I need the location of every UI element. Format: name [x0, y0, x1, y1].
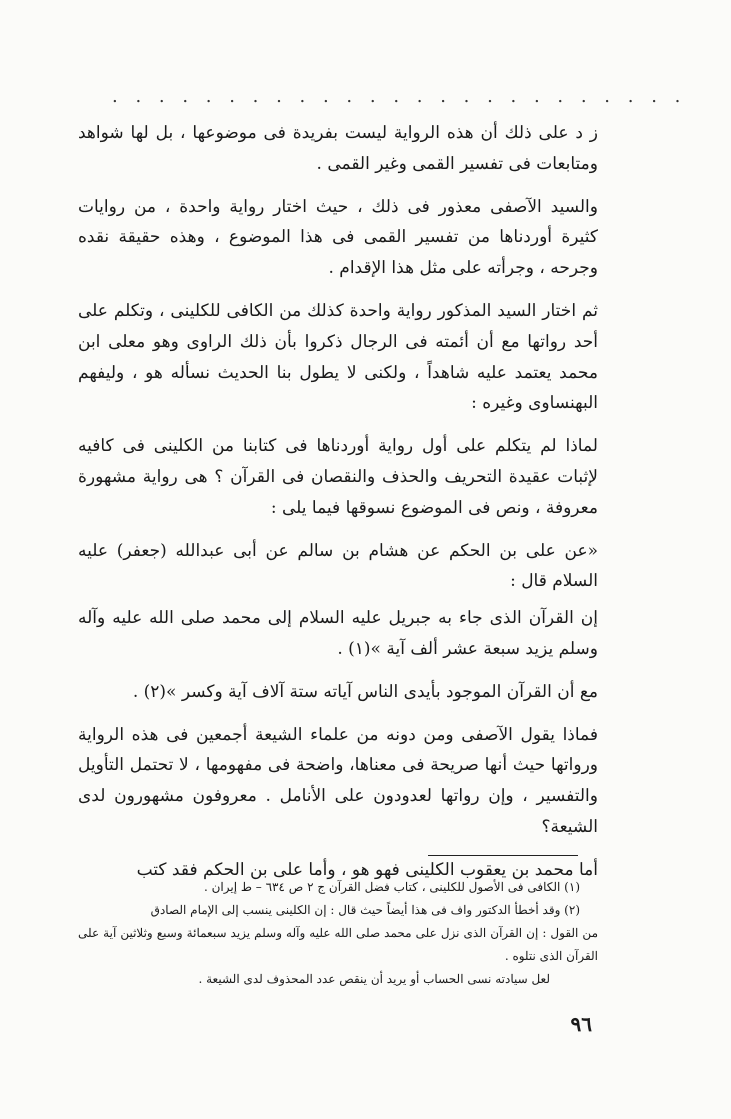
main-text — [78, 118, 598, 898]
footnotes — [78, 876, 598, 991]
paragraph: أما محمد بن يعقوب الكلينى فهو هو ، وأما على بن الحكم فقد كتب — [136, 859, 598, 880]
footnote-2-remark: لعل سيادته نسى الحساب أو يريد أن ينقص عدد المحذوف لدى الشيعة . — [198, 972, 550, 986]
page-number: ٩٦ — [570, 1012, 592, 1036]
footnote-separator — [428, 855, 578, 856]
header-dotted-rule: . . . . . . . . . . . . . . . . . . . . . . . . . — [112, 86, 687, 107]
paragraph: ز د على ذلك أن هذه الرواية ليست بفريدة فى موضوعها ، بل لها شواهد ومتابعات فى تفسير القمى وغير القمى . — [78, 123, 598, 174]
paragraph: ثم اختار السيد المذكور رواية واحدة كذلك من الكافى للكلينى ، وتكلم على أحد رواتها مع أن أئمته فى الرجال ذكروا بأن ذلك الراوى وهو معلى ابن محمد يعتمد عليه شاهداً ، ولكنى لا يطول بنا الحديث نسأله هو ، وليفهم البهنساوى وغيره : — [78, 300, 598, 414]
footnote-1: (١) الكافى فى الأصول للكلينى ، كتاب فضل القرآن ج ٢ ص ٦٣٤ – ط إيران . — [203, 880, 580, 894]
paragraph: مع أن القرآن الموجود بأيدى الناس آياته ستة آلاف آية وكسر »(٢) . — [132, 681, 598, 702]
quote-paragraph: إن القرآن الذى جاء به جبريل عليه السلام إلى محمد صلى الله عليه وآله وسلم يزيد سبعة عشر ألف آية »(١) . — [78, 608, 598, 659]
paragraph: لماذا لم يتكلم على أول رواية أوردناها فى كتابنا من الكلينى فى كافيه لإثبات عقيدة التحريف والحذف والنقصان فى القرآن ؟ هى رواية مشهورة معروفة ، ونص فى الموضوع نسوقها فيما يلى : — [78, 436, 598, 518]
footnote-2: (٢) وقد أخطأ الدكتور واف فى هذا أيضاً حيث قال : إن الكلينى ينسب إلى الإمام الصادق — [150, 903, 580, 917]
footnote-2-continued: من القول : إن القرآن الذى نزل على محمد صلى الله عليه وآله وسلم يزيد سبعمائة وسبع وثلاثين آية على القرآن الذى نتلوه . — [78, 926, 598, 963]
paragraph: فماذا يقول الآصفى ومن دونه من علماء الشيعة أجمعين فى هذه الرواية ورواتها حيث أنها صريحة فى معناها، واضحة فى مفهومها ، لا تحتمل التأويل والتفسير ، وإن رواتها لعدودون على الأنامل . معروفون مشهورون لدى الشيعة؟ — [78, 724, 599, 837]
quote-line: «عن على بن الحكم عن هشام بن سالم عن أبى عبدالله (جعفر) عليه السلام قال : — [78, 540, 598, 592]
paragraph: والسيد الآصفى معذور فى ذلك ، حيث اختار رواية واحدة ، من روايات كثيرة أوردناها من تفسير القمى فى هذا الموضوع ، وهذه حقيقة نقده وجرحه ، وجرأته على مثل هذا الإقدام . — [78, 196, 598, 279]
